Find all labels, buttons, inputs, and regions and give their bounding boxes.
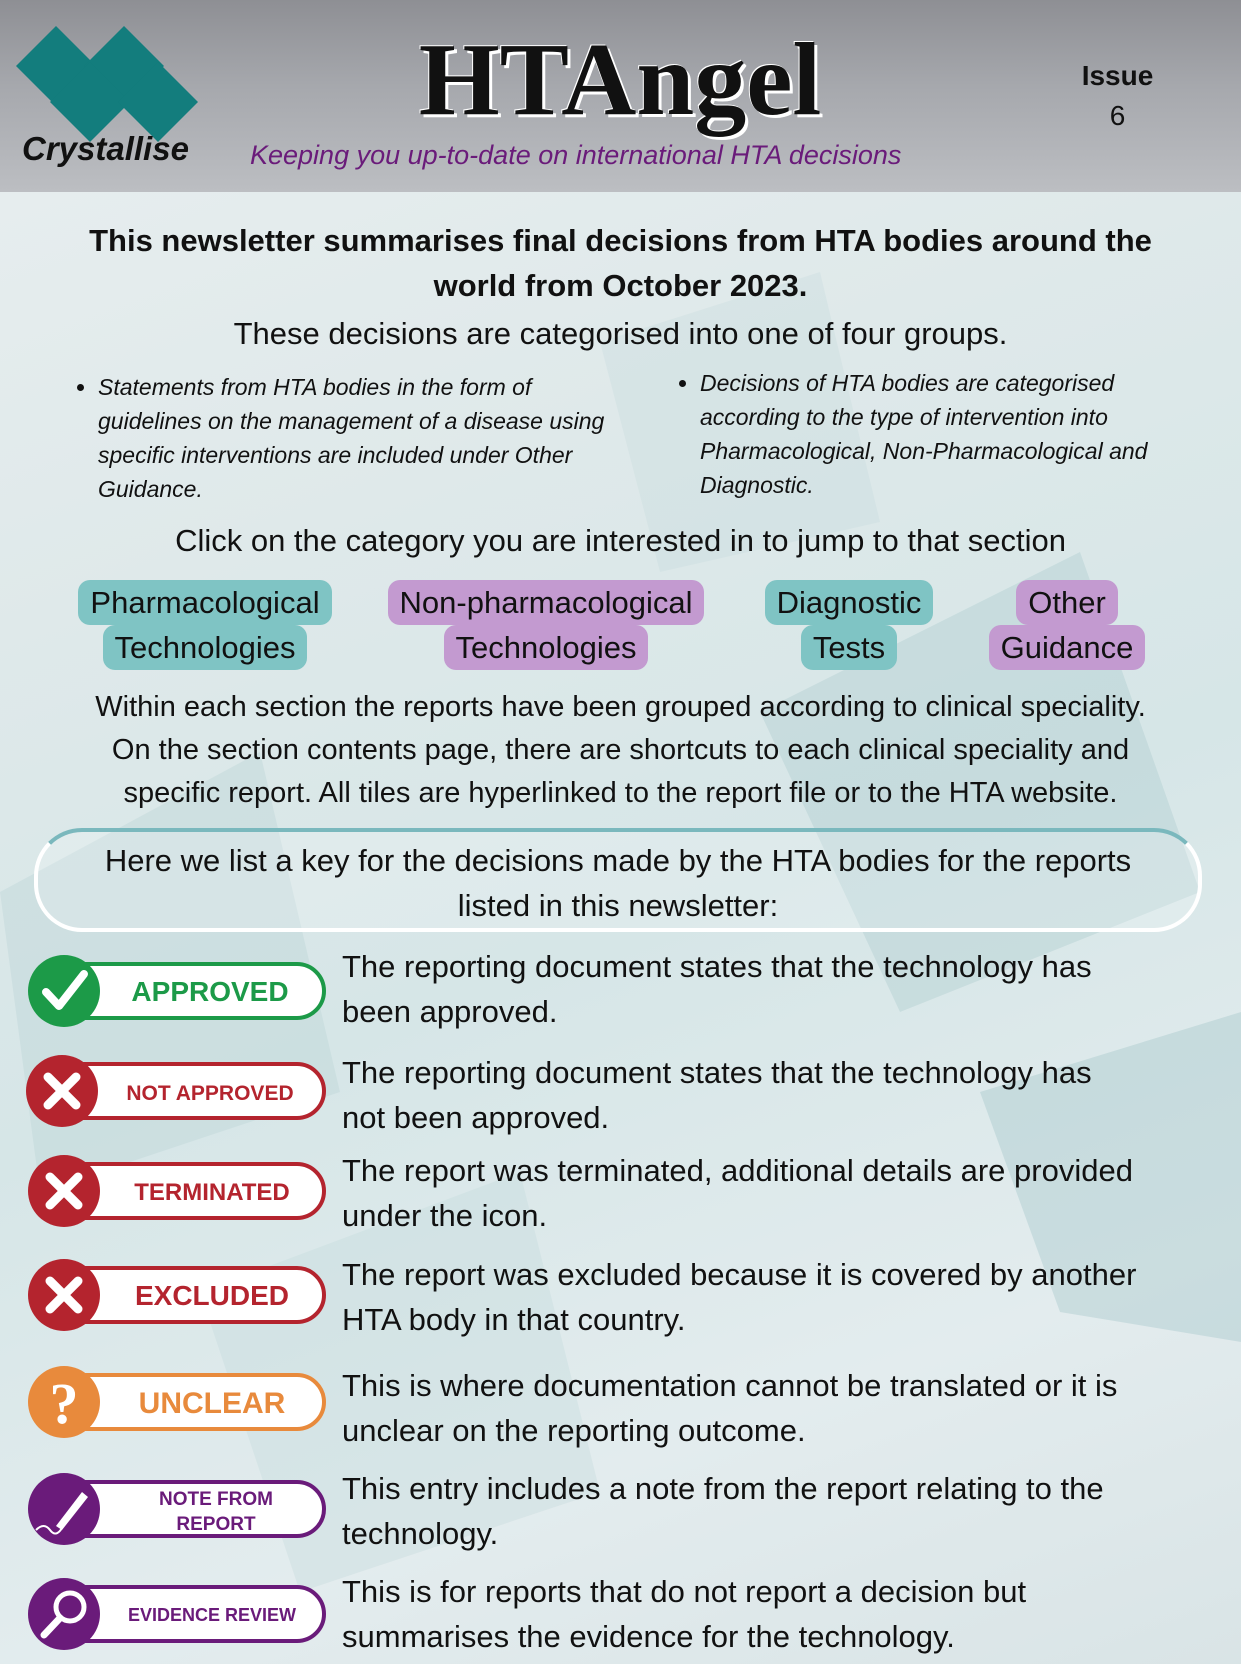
approved-badge bbox=[26, 952, 330, 1030]
key-row-excluded bbox=[0, 1252, 1241, 1352]
key-description-line: The reporting document states that the technology has bbox=[342, 949, 1092, 984]
key-row-note-from-report bbox=[0, 1466, 1241, 1566]
key-description-line: unclear on the reporting outcome. bbox=[342, 1413, 806, 1448]
issue-label: Issue bbox=[1081, 60, 1154, 91]
badge-label: REPORT bbox=[176, 1514, 256, 1535]
key-intro-line: Here we list a key for the decisions made by the HTA bodies for the reports bbox=[104, 843, 1132, 878]
badge-label: NOT APPROVED bbox=[126, 1082, 294, 1105]
key-description-line: The report was excluded because it is covered by another bbox=[342, 1257, 1137, 1292]
category-link-line: Technologies bbox=[103, 625, 308, 670]
key-description-line: The report was terminated, additional details are provided bbox=[342, 1153, 1133, 1188]
badge-label: TERMINATED bbox=[134, 1179, 290, 1206]
key-row-evidence-review bbox=[0, 1569, 1241, 1664]
brand-title: HTAngel bbox=[418, 22, 822, 137]
page-header bbox=[0, 0, 1241, 192]
badge-label: EVIDENCE REVIEW bbox=[127, 1605, 297, 1625]
key-description-line: been approved. bbox=[342, 994, 558, 1029]
key-row-terminated bbox=[0, 1148, 1241, 1248]
key-intro-line: listed in this newsletter: bbox=[457, 888, 779, 923]
category-link-line: Guidance bbox=[989, 625, 1146, 670]
issue-number: 6 bbox=[1109, 100, 1126, 131]
key-description-line: not been approved. bbox=[342, 1100, 610, 1135]
issue-block bbox=[1060, 56, 1175, 136]
tagline: Keeping you up-to-date on international HTA decisions bbox=[250, 140, 902, 170]
intro-heading-line: world from October 2023. bbox=[433, 268, 808, 303]
badge-label: APPROVED bbox=[131, 976, 289, 1007]
bullet-item: • Statements from HTA bodies in the form of guidelines on the management of a disease using specific interventions are included under Other Guidance. bbox=[98, 370, 616, 506]
intro-heading-line: This newsletter summarises final decisions from HTA bodies around the bbox=[89, 223, 1152, 258]
category-link-line: Technologies bbox=[444, 625, 649, 670]
excluded-badge bbox=[26, 1256, 330, 1334]
category-link-line: Other bbox=[1016, 580, 1118, 625]
key-description-line: The reporting document states that the technology has bbox=[342, 1055, 1092, 1090]
key-description bbox=[342, 1252, 1222, 1342]
key-description-line: This is where documentation cannot be translated or it is bbox=[342, 1368, 1118, 1403]
category-link-other-guidance[interactable] bbox=[972, 580, 1162, 670]
explanation-line: On the section contents page, there are shortcuts to each clinical speciality and bbox=[111, 734, 1130, 766]
explanation-line: Within each section the reports have been grouped according to clinical speciality. bbox=[95, 691, 1146, 723]
key-row-unclear bbox=[0, 1363, 1241, 1463]
key-row-approved bbox=[0, 944, 1241, 1044]
category-link-non-pharmacological[interactable] bbox=[370, 580, 722, 670]
category-link-line: Diagnostic bbox=[765, 580, 934, 625]
key-description bbox=[342, 944, 1222, 1034]
bullet-item: • Decisions of HTA bodies are categorised according to the type of intervention into Pharmacological, Non-Pharmacological and Diagnostic. bbox=[700, 366, 1148, 502]
evidence-review-badge bbox=[26, 1575, 330, 1653]
logo-text: Crystallise bbox=[22, 130, 189, 167]
category-instruction: Click on the category you are interested in to jump to that section bbox=[175, 523, 1066, 558]
intro-subheading: These decisions are categorised into one of four groups. bbox=[233, 316, 1008, 351]
key-description-line: under the icon. bbox=[342, 1198, 548, 1233]
category-link-line: Tests bbox=[801, 625, 897, 670]
key-description-line: This entry includes a note from the report relating to the bbox=[342, 1471, 1104, 1506]
category-link-diagnostic[interactable] bbox=[748, 580, 950, 670]
key-description bbox=[342, 1363, 1222, 1453]
bullet-list-left bbox=[76, 370, 616, 506]
badge-label: NOTE FROM bbox=[159, 1489, 273, 1510]
unclear-badge bbox=[26, 1363, 330, 1441]
badge-label: EXCLUDED bbox=[134, 1280, 290, 1311]
key-intro-box bbox=[34, 828, 1202, 932]
intro-heading bbox=[30, 218, 1211, 308]
badge-label: UNCLEAR bbox=[138, 1387, 286, 1420]
key-description-line: This is for reports that do not report a decision but bbox=[342, 1574, 1027, 1609]
key-description-line: summarises the evidence for the technology. bbox=[342, 1619, 955, 1654]
not-approved-badge bbox=[26, 1052, 330, 1130]
key-description-line: HTA body in that country. bbox=[342, 1302, 686, 1337]
terminated-badge bbox=[26, 1152, 330, 1230]
key-description bbox=[342, 1569, 1222, 1659]
question-icon: ? bbox=[49, 1371, 79, 1436]
category-link-line: Non-pharmacological bbox=[388, 580, 705, 625]
key-description bbox=[342, 1050, 1222, 1140]
key-description-line: technology. bbox=[342, 1516, 499, 1551]
bullet-list-right bbox=[678, 366, 1148, 502]
category-link-line: Pharmacological bbox=[78, 580, 331, 625]
key-row-not-approved bbox=[0, 1050, 1241, 1150]
section-explanation bbox=[30, 686, 1211, 815]
key-description bbox=[342, 1148, 1222, 1238]
explanation-line: specific report. All tiles are hyperlinked to the report file or to the HTA website. bbox=[123, 777, 1118, 809]
note-from-report-badge bbox=[26, 1470, 330, 1548]
key-description bbox=[342, 1466, 1222, 1556]
category-link-pharmacological[interactable] bbox=[60, 580, 350, 670]
